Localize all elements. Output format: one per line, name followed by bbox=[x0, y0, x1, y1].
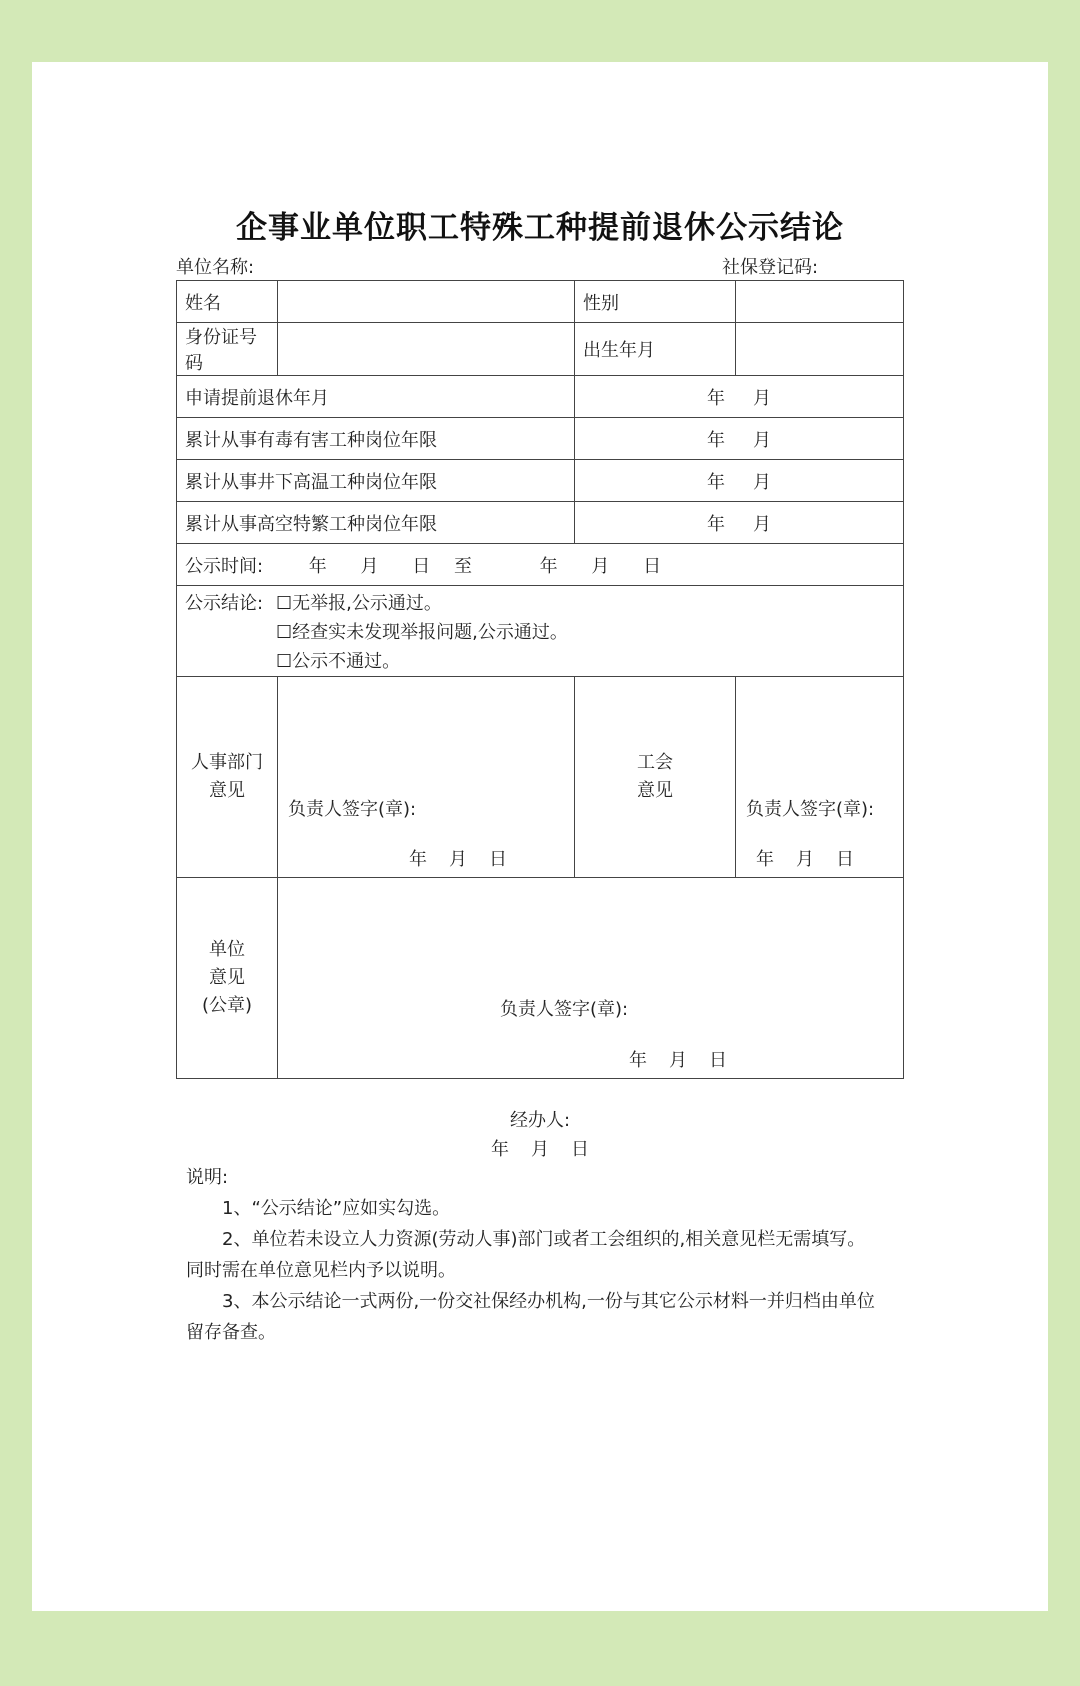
gender-label: 性别 bbox=[575, 281, 736, 323]
table-row bbox=[177, 878, 904, 1079]
note-item-3: 3、本公示结论一式两份,一份交社保经办机构,一份与其它公示材料一并归档由单位 bbox=[222, 1291, 875, 1312]
toxic-years-field[interactable]: 年 月 bbox=[575, 418, 904, 460]
apply-retire-field[interactable]: 年 月 bbox=[575, 376, 904, 418]
table-row bbox=[177, 586, 904, 677]
high-altitude-years-field[interactable]: 年 月 bbox=[575, 502, 904, 544]
note-item-2: 2、单位若未设立人力资源(劳动人事)部门或者工会组织的,相关意见栏无需填写。 bbox=[222, 1229, 866, 1250]
conclusion-label: 公示结论: bbox=[185, 593, 264, 614]
handler-label: 经办人: bbox=[509, 1110, 571, 1131]
union-opinion-cell[interactable] bbox=[736, 677, 904, 878]
unit-signature-label: 负责人签字(章): bbox=[500, 999, 629, 1020]
note-item-1: 1、“公示结论”应如实勾选。 bbox=[222, 1198, 451, 1219]
notes-section bbox=[186, 1162, 906, 1348]
note-item-2-continued: 同时需在单位意见栏内予以说明。 bbox=[186, 1260, 456, 1281]
unit-opinion-cell[interactable] bbox=[278, 878, 904, 1079]
id-number-label: 身份证号码 bbox=[177, 323, 278, 376]
document-page bbox=[32, 62, 1048, 1611]
union-signature-label: 负责人签字(章): bbox=[746, 799, 875, 820]
table-row bbox=[177, 460, 904, 502]
birth-date-field[interactable] bbox=[736, 323, 904, 376]
conclusion-option-verified[interactable]: ☐经查实未发现举报问题,公示通过。 bbox=[276, 622, 568, 643]
conclusion-option-rejected[interactable]: ☐公示不通过。 bbox=[276, 651, 401, 672]
social-security-code-label: 社保登记码: bbox=[722, 257, 819, 278]
hr-signature-label: 负责人签字(章): bbox=[288, 799, 417, 820]
gender-field[interactable] bbox=[736, 281, 904, 323]
name-field[interactable] bbox=[278, 281, 575, 323]
underground-years-label: 累计从事井下高温工种岗位年限 bbox=[177, 460, 575, 502]
high-altitude-years-label: 累计从事高空特繁工种岗位年限 bbox=[177, 502, 575, 544]
notes-heading: 说明: bbox=[186, 1167, 229, 1188]
underground-years-field[interactable]: 年 月 bbox=[575, 460, 904, 502]
announcement-form bbox=[176, 280, 904, 1079]
conclusion-cell bbox=[177, 586, 904, 677]
note-item-3-continued: 留存备查。 bbox=[186, 1322, 276, 1343]
id-number-field[interactable] bbox=[278, 323, 575, 376]
name-label: 姓名 bbox=[177, 281, 278, 323]
union-date: 年 月 日 bbox=[756, 849, 854, 870]
apply-retire-label: 申请提前退休年月 bbox=[177, 376, 575, 418]
table-row bbox=[177, 281, 904, 323]
table-row bbox=[177, 677, 904, 878]
hr-department-label: 人事部门 意见 bbox=[177, 677, 278, 878]
union-label: 工会 意见 bbox=[575, 677, 736, 878]
announcement-period[interactable]: 公示时间: 年 月 日 至 年 月 日 bbox=[177, 544, 904, 586]
unit-name-label: 单位名称: bbox=[176, 257, 255, 278]
unit-date: 年 月 日 bbox=[629, 1050, 727, 1071]
table-row bbox=[177, 323, 904, 376]
toxic-years-label: 累计从事有毒有害工种岗位年限 bbox=[177, 418, 575, 460]
table-row bbox=[177, 376, 904, 418]
table-row bbox=[177, 502, 904, 544]
handler-date: 年 月 日 bbox=[491, 1139, 589, 1160]
unit-opinion-label: 单位 意见 (公章) bbox=[177, 878, 278, 1079]
document-title: 企事业单位职工特殊工种提前退休公示结论 bbox=[236, 210, 844, 246]
birth-date-label: 出生年月 bbox=[575, 323, 736, 376]
period-label: 公示时间: bbox=[185, 555, 264, 577]
hr-date: 年 月 日 bbox=[409, 849, 507, 870]
table-row bbox=[177, 418, 904, 460]
table-row bbox=[177, 544, 904, 586]
conclusion-option-no-report[interactable]: ☐无举报,公示通过。 bbox=[276, 593, 442, 614]
hr-opinion-cell[interactable] bbox=[278, 677, 575, 878]
